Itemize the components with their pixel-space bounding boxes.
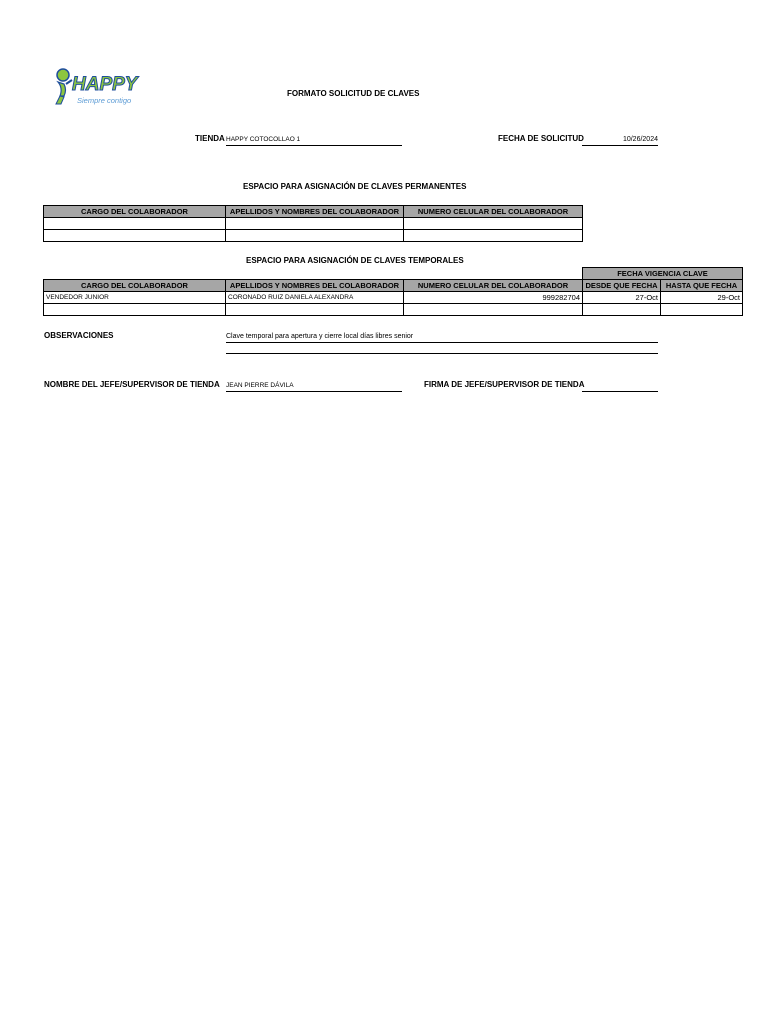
- desde-cell[interactable]: [583, 304, 661, 316]
- logo-tagline: Siempre contigo: [77, 96, 132, 105]
- desde-cell[interactable]: 27-Oct: [583, 292, 661, 304]
- nombre-cell[interactable]: [226, 218, 404, 230]
- hasta-cell[interactable]: [661, 304, 743, 316]
- observaciones-field[interactable]: [226, 331, 658, 343]
- jefe-field[interactable]: [226, 381, 402, 392]
- col-header-desde: DESDE QUE FECHA: [583, 280, 661, 292]
- col-header-cargo: CARGO DEL COLABORADOR: [44, 206, 226, 218]
- observaciones-label: OBSERVACIONES: [44, 331, 114, 340]
- cargo-cell[interactable]: [44, 304, 226, 316]
- tienda-value: HAPPY COTOCOLLAO 1: [226, 136, 301, 143]
- cargo-cell[interactable]: VENDEDOR JUNIOR: [44, 292, 226, 304]
- col-header-cargo: CARGO DEL COLABORADOR: [44, 280, 226, 292]
- cargo-cell[interactable]: [44, 218, 226, 230]
- nombre-cell[interactable]: [226, 230, 404, 242]
- tienda-label: TIENDA: [195, 134, 225, 143]
- temporales-group-header-row: [44, 268, 743, 280]
- col-header-nombres: APELLIDOS Y NOMBRES DEL COLABORADOR: [226, 280, 404, 292]
- col-header-celular: NUMERO CELULAR DEL COLABORADOR: [404, 206, 583, 218]
- nombre-cell[interactable]: CORONADO RUIZ DANIELA ALEXANDRA: [226, 292, 404, 304]
- celular-cell[interactable]: [404, 304, 583, 316]
- fecha-solicitud-field[interactable]: [582, 135, 658, 146]
- hasta-cell[interactable]: 29-Oct: [661, 292, 743, 304]
- fecha-solicitud-label: FECHA DE SOLICITUD: [498, 134, 584, 143]
- firma-label: FIRMA DE JEFE/SUPERVISOR DE TIENDA: [424, 380, 585, 389]
- table-row: [44, 230, 583, 242]
- temporales-heading: ESPACIO PARA ASIGNACIÓN DE CLAVES TEMPORALES: [246, 256, 464, 265]
- celular-cell[interactable]: 999282704: [404, 292, 583, 304]
- happy-logo: [52, 66, 152, 108]
- fecha-vigencia-header: FECHA VIGENCIA CLAVE: [583, 268, 743, 280]
- celular-cell[interactable]: [404, 230, 583, 242]
- jefe-label: NOMBRE DEL JEFE/SUPERVISOR DE TIENDA: [44, 380, 220, 389]
- table-row: [44, 304, 743, 316]
- logo-brand-text: HAPPY: [72, 74, 138, 95]
- table-row: [44, 218, 583, 230]
- cargo-cell[interactable]: [44, 230, 226, 242]
- col-header-nombres: APELLIDOS Y NOMBRES DEL COLABORADOR: [226, 206, 404, 218]
- temporales-header-row: [44, 280, 743, 292]
- observaciones-extra-line[interactable]: [226, 353, 658, 354]
- celular-cell[interactable]: [404, 218, 583, 230]
- firma-field[interactable]: [582, 381, 658, 392]
- col-header-hasta: HASTA QUE FECHA: [661, 280, 743, 292]
- temporales-table: [43, 267, 743, 316]
- tienda-field[interactable]: [226, 135, 402, 146]
- observaciones-value: Clave temporal para apertura y cierre local días libres senior: [226, 333, 414, 340]
- nombre-cell[interactable]: [226, 304, 404, 316]
- permanentes-header-row: [44, 206, 583, 218]
- jefe-value: JEAN PIERRE DÁVILA: [226, 382, 294, 389]
- table-row: [44, 292, 743, 304]
- col-header-celular: NUMERO CELULAR DEL COLABORADOR: [404, 280, 583, 292]
- document-title: FORMATO SOLICITUD DE CLAVES: [287, 89, 420, 98]
- permanentes-table: [43, 205, 583, 242]
- fecha-solicitud-value: 10/26/2024: [622, 136, 658, 143]
- permanentes-heading: ESPACIO PARA ASIGNACIÓN DE CLAVES PERMANENTES: [243, 182, 467, 191]
- happy-logo-graphic: [52, 66, 152, 108]
